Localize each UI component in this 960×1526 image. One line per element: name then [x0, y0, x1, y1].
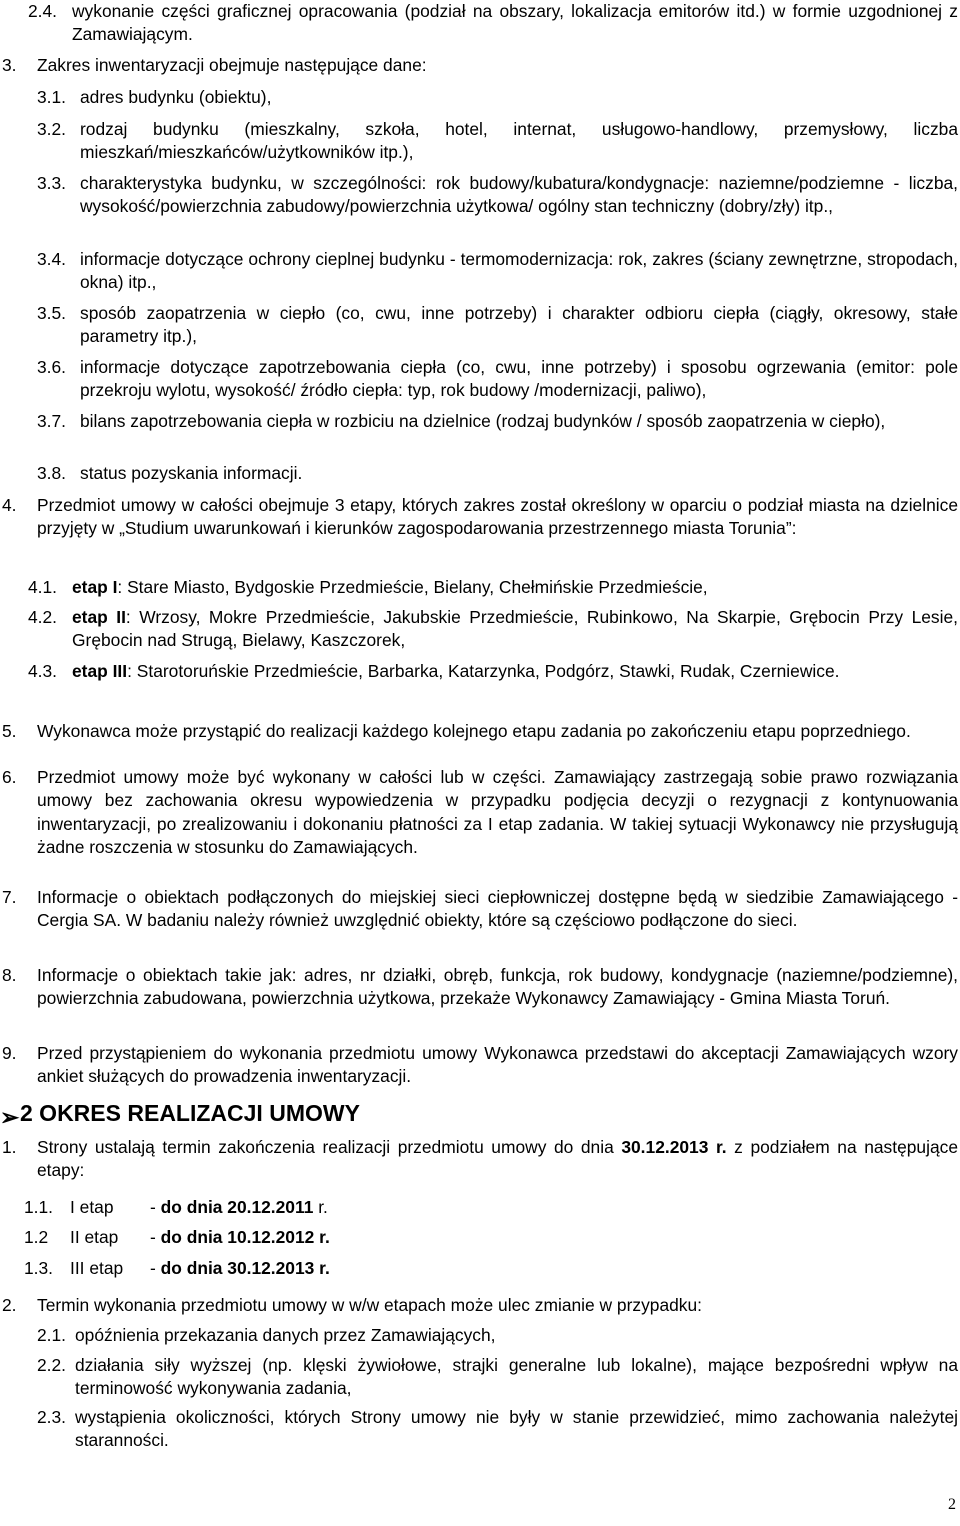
item-number: 2.4.	[28, 1, 58, 21]
stage-districts: : Starotoruńskie Przedmieście, Barbarka, Katarzynka, Podgórz, Stawki, Rudak, Czerniewice.	[127, 661, 840, 681]
item-text: opóźnienia przekazania danych przez Zamawiających,	[75, 1325, 496, 1345]
item-number: 3.6.	[37, 357, 67, 377]
item-text: Przedmiot umowy w całości obejmuje 3 etapy, których zakres został określony w oparciu o podział miasta na dzielnice przyjęty w „Studium uwarunkowań i kierunków zagospodarowania przestrzennego miasta Torunia”:	[37, 495, 958, 539]
final-date: 30.12.2013 r.	[621, 1137, 727, 1157]
stage-date: do dnia 30.12.2013 r.	[160, 1258, 330, 1278]
item-text: sposób zaopatrzenia w ciepło (co, cwu, inne potrzeby) i charakter odbioru ciepła (ciągły, okresowy, stałe parametry itp.),	[80, 303, 958, 347]
section-title: 2 OKRES REALIZACJI UMOWY	[20, 1100, 360, 1126]
item-number: 2.	[2, 1295, 17, 1315]
stage-label: etap II	[72, 607, 126, 627]
stage-deadline	[150, 1196, 328, 1219]
text-part: Strony ustalają termin zakończenia realizacji przedmiotu umowy do dnia	[37, 1137, 622, 1157]
item-number: 3.	[2, 55, 17, 75]
stage-districts: : Wrzosy, Mokre Przedmieście, Jakubskie Przedmieście, Rubinkowo, Na Skarpie, Grębocin Przy Lesie, Grębocin nad Strugą, Bielawy, Kaszczorek,	[72, 607, 958, 651]
item-text: Termin wykonania przedmiotu umowy w w/w etapach może ulec zmianie w przypadku:	[37, 1295, 702, 1315]
item-number: 7.	[2, 887, 17, 907]
item-text: Wykonawca może przystąpić do realizacji każdego kolejnego etapu zadania po zakończeniu etapu poprzedniego.	[37, 721, 911, 741]
item-text: działania siły wyższej (np. klęski żywiołowe, strajki generalne lub lokalne), mające bezpośredni wpływ na terminowość wykonywania zadania,	[75, 1355, 958, 1399]
stage-deadline	[150, 1257, 330, 1280]
item-number: 3.2.	[37, 119, 67, 139]
item-number: 6.	[2, 767, 17, 787]
item-text: status pozyskania informacji.	[80, 463, 303, 483]
item-text: informacje dotyczące ochrony cieplnej budynku - termomodernizacja: rok, zakres (ściany zewnętrzne, stropodach, okna) itp.,	[80, 249, 958, 293]
item-text: Przed przystąpieniem do wykonania przedmiotu umowy Wykonawca przedstawi do akceptacji Zamawiających wzory ankiet służących do prowadzenia inwentaryzacji.	[37, 1043, 958, 1087]
stage-label: II etap	[70, 1227, 119, 1247]
item-text: rodzaj budynku (mieszkalny, szkoła, hotel, internat, usługowo-handlowy, przemysłowy, liczba mieszkań/mieszkańców/użytkowników itp.),	[80, 119, 958, 163]
item-number: 4.	[2, 495, 17, 515]
item-text: charakterystyka budynku, w szczególności: rok budowy/kubatura/kondygnacje: naziemne/podziemne - liczba, wysokość/powierzchnia zabudowy/powierzchnia użytkowa/ ogólny stan techniczny (dobry/zły) itp.,	[80, 173, 958, 217]
stage-date: do dnia 10.12.2012 r.	[160, 1227, 330, 1247]
stage-number: 1.2	[24, 1227, 49, 1247]
stage-districts: : Stare Miasto, Bydgoskie Przedmieście, Bielany, Chełmińskie Przedmieście,	[117, 577, 708, 597]
stage-number: 1.1.	[24, 1197, 54, 1217]
item-text	[72, 660, 958, 683]
stage-label: I etap	[70, 1197, 114, 1217]
item-number: 3.8.	[37, 463, 67, 483]
arrow-bullet-icon: ➢	[0, 1104, 20, 1130]
item-number: 3.5.	[37, 303, 67, 323]
stage-number: 1.3.	[24, 1258, 54, 1278]
item-text: Informacje o obiektach podłączonych do miejskiej sieci ciepłowniczej dostępne będą w siedzibie Zamawiającego - Cergia SA. W badaniu należy również uwzględnić obiekty, które są częściowo podłączone do sieci.	[37, 887, 958, 931]
stage-label: III etap	[70, 1258, 124, 1278]
stage-date: do dnia 20.12.2011	[160, 1197, 314, 1217]
item-text: informacje dotyczące zapotrzebowania ciepła (co, cwu, inne potrzeby) i sposobu ogrzewania (emitor: pole przekroju wylotu, wysokość/ źródło ciepła: typ, rok budowy /modernizacji, paliwo),	[80, 357, 958, 401]
stage-suffix: r.	[313, 1197, 328, 1217]
item-text: Informacje o obiektach takie jak: adres, nr działki, obręb, funkcja, rok budowy, kondygnacje (naziemne/podziemne), powierzchnia zabudowana, powierzchnia użytkowa, przekaże Wykonawcy Zamawiający - Gmina Miasta Toruń.	[37, 965, 958, 1009]
dash: -	[150, 1227, 161, 1247]
item-number: 3.1.	[37, 87, 67, 107]
item-text: Przedmiot umowy może być wykonany w całości lub w części. Zamawiający zastrzegają sobie prawo rozwiązania umowy bez zachowania okresu wypowiedzenia w przypadku podjęcia decyzji o rezygnacji z kontynuowania inwentaryzacji, po zrealizowaniu i dokonaniu płatności za I etap zadania. W takiej sytuacji Wykonawcy nie przysługują żadne roszczenia w stosunku do Zamawiających.	[37, 767, 958, 858]
item-number: 2.1.	[37, 1325, 67, 1345]
item-number: 1.	[2, 1137, 17, 1157]
item-number: 3.3.	[37, 173, 67, 193]
stage-deadline	[150, 1226, 330, 1249]
item-number: 5.	[2, 721, 17, 741]
item-number: 4.3.	[28, 661, 58, 681]
item-number: 2.2.	[37, 1355, 67, 1375]
item-text	[72, 606, 958, 653]
item-number: 4.1.	[28, 577, 58, 597]
item-number: 8.	[2, 965, 17, 985]
item-text: adres budynku (obiektu),	[80, 87, 272, 107]
item-number: 3.7.	[37, 411, 67, 431]
dash: -	[150, 1258, 161, 1278]
item-text: bilans zapotrzebowania ciepła w rozbiciu na dzielnice (rodzaj budynków / sposób zaopatrzenia w ciepło),	[80, 411, 886, 431]
item-number: 2.3.	[37, 1407, 67, 1427]
text-part: z podziałem na następujące etapy:	[37, 1137, 958, 1181]
item-text	[37, 1136, 958, 1183]
page-number: 2	[948, 1496, 956, 1513]
stage-label: etap III	[72, 661, 128, 681]
item-text: wystąpienia okoliczności, których Strony umowy nie były w stanie przewidzieć, mimo zachowania należytej staranności.	[75, 1407, 958, 1451]
item-number: 9.	[2, 1043, 17, 1063]
dash: -	[150, 1197, 161, 1217]
item-number: 4.2.	[28, 607, 58, 627]
stage-label: etap I	[72, 577, 118, 597]
item-text: Zakres inwentaryzacji obejmuje następujące dane:	[37, 55, 427, 75]
item-text	[72, 576, 958, 599]
item-number: 3.4.	[37, 249, 67, 269]
item-text: wykonanie części graficznej opracowania (podział na obszary, lokalizacja emitorów itd.) w formie uzgodnionej z Zamawiającym.	[72, 1, 958, 45]
